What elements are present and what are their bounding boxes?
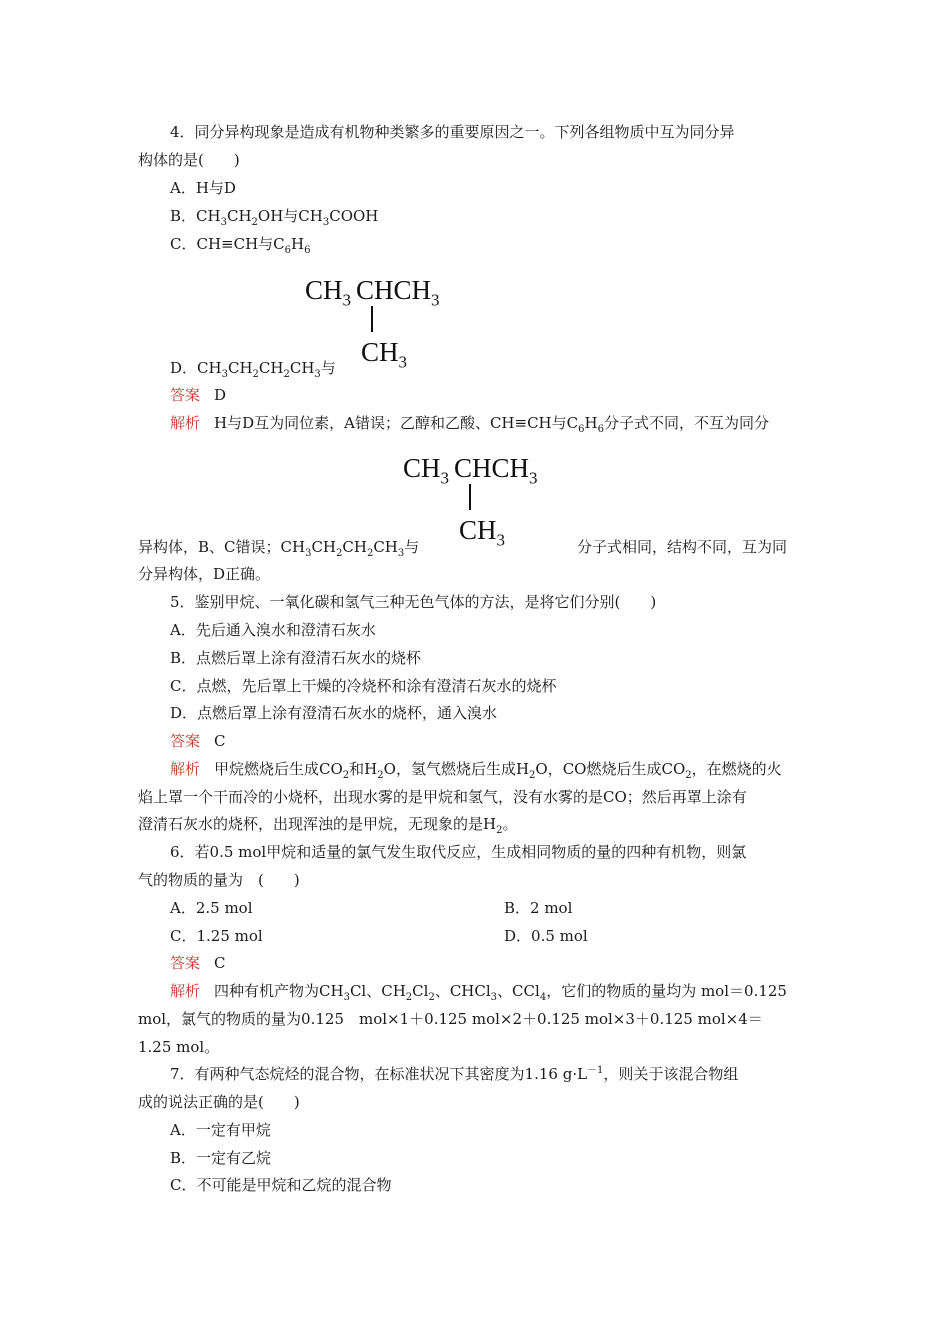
structure-main-chain: $CH_3$ $CHCH_3$ [403, 453, 538, 488]
structure-branch-methyl: $CH_3$ [459, 515, 506, 550]
q6-analysis-line2: mol，氯气的物质的量为0.125 mol×1＋0.125 mol×2＋0.125 mol×3＋0.125 mol×4＝ [138, 1010, 763, 1028]
q6-stem-line1: 6．若0.5 mol甲烷和适量的氯气发生取代反应，生成相同物质的量的四种有机物，则氯 [170, 843, 747, 861]
structure-bond-line [469, 484, 471, 510]
q7-stem-line2: 成的说法正确的是( ) [138, 1093, 300, 1111]
q6-stem-line2: 气的物质的量为 ( ) [138, 871, 300, 889]
structure-bond-line [371, 306, 373, 332]
q7-stem-line1: 7．有两种气态烷烃的混合物，在标准状况下其密度为1.16 $g\cdot L^{-1}$，则关于该混合物组 [170, 1065, 739, 1083]
q5-answer: 答案 C [170, 732, 226, 750]
q4-stem-line1: 4．同分异构现象是造成有机物种类繁多的重要原因之一。下列各组物质中互为同分异 [170, 123, 735, 141]
q4-analysis-line1: 解析 H与D互为同位素，A错误；乙醇和乙酸、CH≡CH与$C_6H_6$分子式不同，不互为同分 [170, 414, 769, 435]
q5-analysis-line2: 焰上罩一个干而冷的小烧杯，出现水雾的是甲烷和氢气，没有水雾的是CO；然后再罩上涂有 [138, 788, 747, 806]
q4-analysis-line3: 分异构体，D正确。 [138, 565, 271, 583]
q5-option-d: D．点燃后罩上涂有澄清石灰水的烧杯，通入溴水 [170, 704, 498, 722]
q4-option-b: B．$CH_3CH_2OH$与$CH_3COOH$ [170, 207, 379, 228]
q6-answer: 答案 C [170, 954, 226, 972]
isobutane-structure-option-d [305, 275, 475, 372]
q5-analysis-line1: 解析 甲烷燃烧后生成$CO_2$和$H_2O$，氢气燃烧后生成$H_2O$，CO燃烧后生成$CO_2$，在燃烧的火 [170, 760, 782, 781]
q7-option-b: B．一定有乙烷 [170, 1149, 272, 1167]
q5-option-a: A．先后通入溴水和澄清石灰水 [170, 621, 376, 639]
q6-option-c: C．1.25 mol [170, 927, 263, 945]
isobutane-structure-analysis [403, 453, 573, 550]
q4-analysis-line2: 异构体，B、C错误；$CH_3CH_2CH_2CH_3$与 [138, 538, 420, 559]
q4-stem-line2: 构体的是( ) [138, 151, 240, 169]
q7-option-a: A．一定有甲烷 [170, 1121, 271, 1139]
structure-branch-methyl: $CH_3$ [361, 337, 408, 372]
q4-answer: 答案 D [170, 386, 227, 404]
q4-option-c: C．CH≡CH与$C_6H_6$ [170, 235, 311, 256]
q6-analysis-line3: 1.25 mol。 [138, 1038, 220, 1056]
q4-analysis-line2-tail: 分子式相同，结构不同，互为同 [577, 538, 788, 556]
q4-option-d: D．$CH_3CH_2CH_2CH_3$与 [170, 359, 336, 380]
q6-option-a: A．2.5 mol [170, 899, 253, 917]
q5-analysis-line3: 澄清石灰水的烧杯，出现浑浊的是甲烷，无现象的是$H_2$。 [138, 815, 518, 836]
q7-option-c: C．不可能是甲烷和乙烷的混合物 [170, 1176, 392, 1194]
q6-option-b: B．2 mol [504, 899, 573, 917]
q4-option-a: A．H与D [170, 179, 236, 197]
q5-option-b: B．点燃后罩上涂有澄清石灰水的烧杯 [170, 649, 422, 667]
q5-stem: 5．鉴别甲烷、一氧化碳和氢气三种无色气体的方法，是将它们分别( ) [170, 593, 657, 611]
q6-analysis-line1: 解析 四种有机产物为$CH_3Cl$、$CH_2Cl_2$、CHCl$_3$、CCl$_4$，它们的物质的量均为 mol＝0.125 [170, 982, 787, 1003]
structure-main-chain: $CH_3$ $CHCH_3$ [305, 275, 440, 310]
q5-option-c: C．点燃，先后罩上干燥的冷烧杯和涂有澄清石灰水的烧杯 [170, 677, 557, 695]
q6-option-d: D．0.5 mol [504, 927, 588, 945]
